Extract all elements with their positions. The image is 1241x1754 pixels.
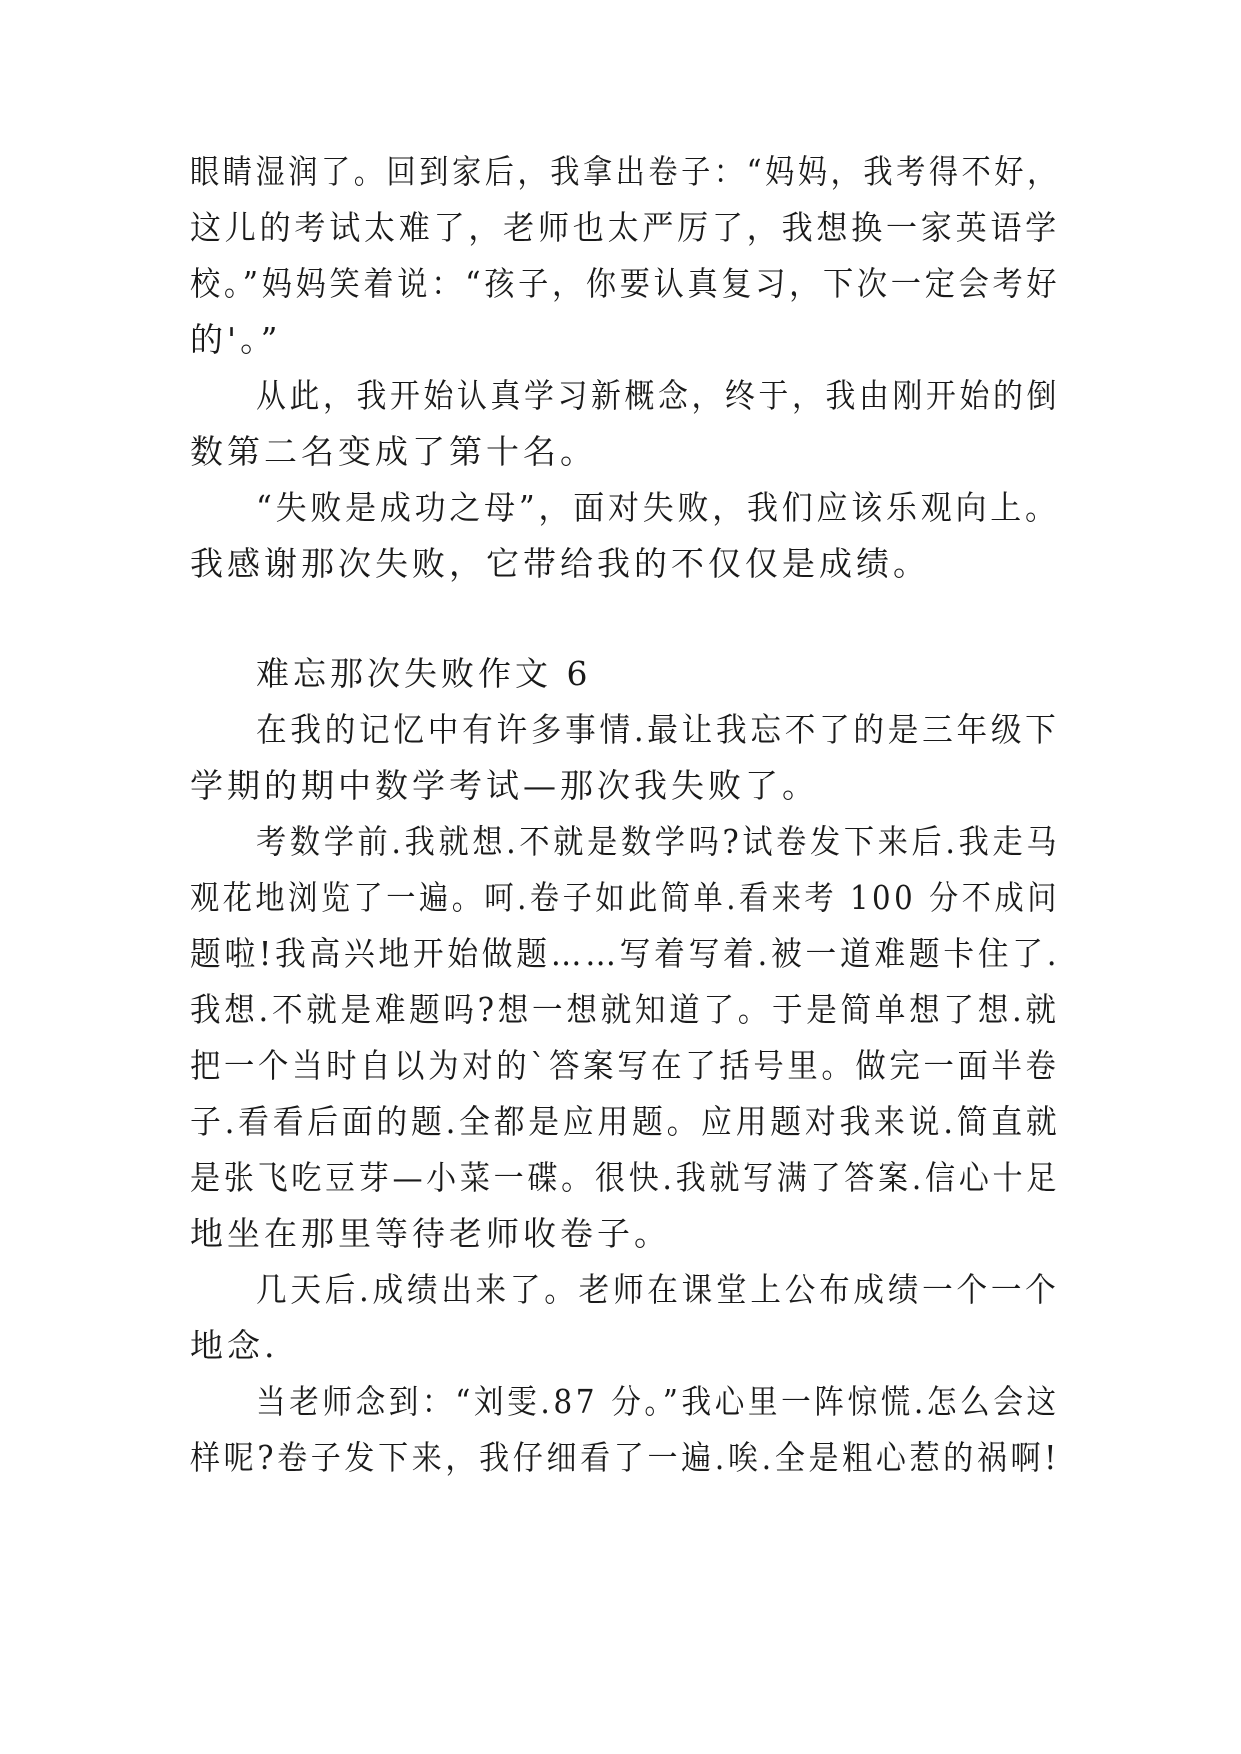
text-line: 眼睛湿润了。回到家后，我拿出卷子：“妈妈，我考得不好， [190, 152, 1060, 191]
text-line: 数第二名变成了第十名。 [190, 432, 597, 471]
text-line: 几天后.成绩出来了。老师在课堂上公布成绩一个一个 [256, 1270, 1060, 1309]
text-line: 当老师念到：“刘雯.87 分。”我心里一阵惊慌.怎么会这 [256, 1382, 1060, 1421]
text-line: 从此，我开始认真学习新概念，终于，我由刚开始的倒 [256, 376, 1060, 415]
text-line: 这儿的考试太难了，老师也太严厉了，我想换一家英语学 [190, 208, 1060, 247]
text-line: 是张飞吃豆芽—小菜一碟。很快.我就写满了答案.信心十足 [190, 1158, 1060, 1197]
text-line: 考数学前.我就想.不就是数学吗?试卷发下来后.我走马 [256, 822, 1061, 861]
text-line: 地坐在那里等待老师收卷子。 [190, 1214, 671, 1253]
text-line: 在我的记忆中有许多事情.最让我忘不了的是三年级下 [256, 710, 1060, 749]
text-line: 题啦!我高兴地开始做题……写着写着.被一道难题卡住了. [190, 934, 1061, 973]
text-line: 地念. [190, 1326, 279, 1365]
section-heading: 难忘那次失败作文 6 [256, 654, 592, 693]
text-line: 子.看看后面的题.全都是应用题。应用题对我来说.简直就 [190, 1102, 1061, 1141]
text-line: 把一个当时自以为对的`答案写在了括号里。做完一面半卷 [190, 1046, 1060, 1085]
text-line: 我感谢那次失败，它带给我的不仅仅是成绩。 [190, 544, 930, 583]
text-line: 校。”妈妈笑着说：“孩子，你要认真复习，下次一定会考好 [190, 264, 1061, 303]
text-line: 样呢?卷子发下来，我仔细看了一遍.唉.全是粗心惹的祸啊! [190, 1438, 1060, 1477]
text-line: 学期的期中数学考试—那次我失败了。 [190, 766, 819, 805]
text-line: 我想.不就是难题吗?想一想就知道了。于是简单想了想.就 [190, 990, 1060, 1029]
text-line: “失败是成功之母”，面对失败，我们应该乐观向上。 [256, 488, 1060, 527]
text-line: 观花地浏览了一遍。呵.卷子如此简单.看来考 100 分不成问 [190, 878, 1060, 917]
text-line: 的'。” [190, 320, 282, 359]
